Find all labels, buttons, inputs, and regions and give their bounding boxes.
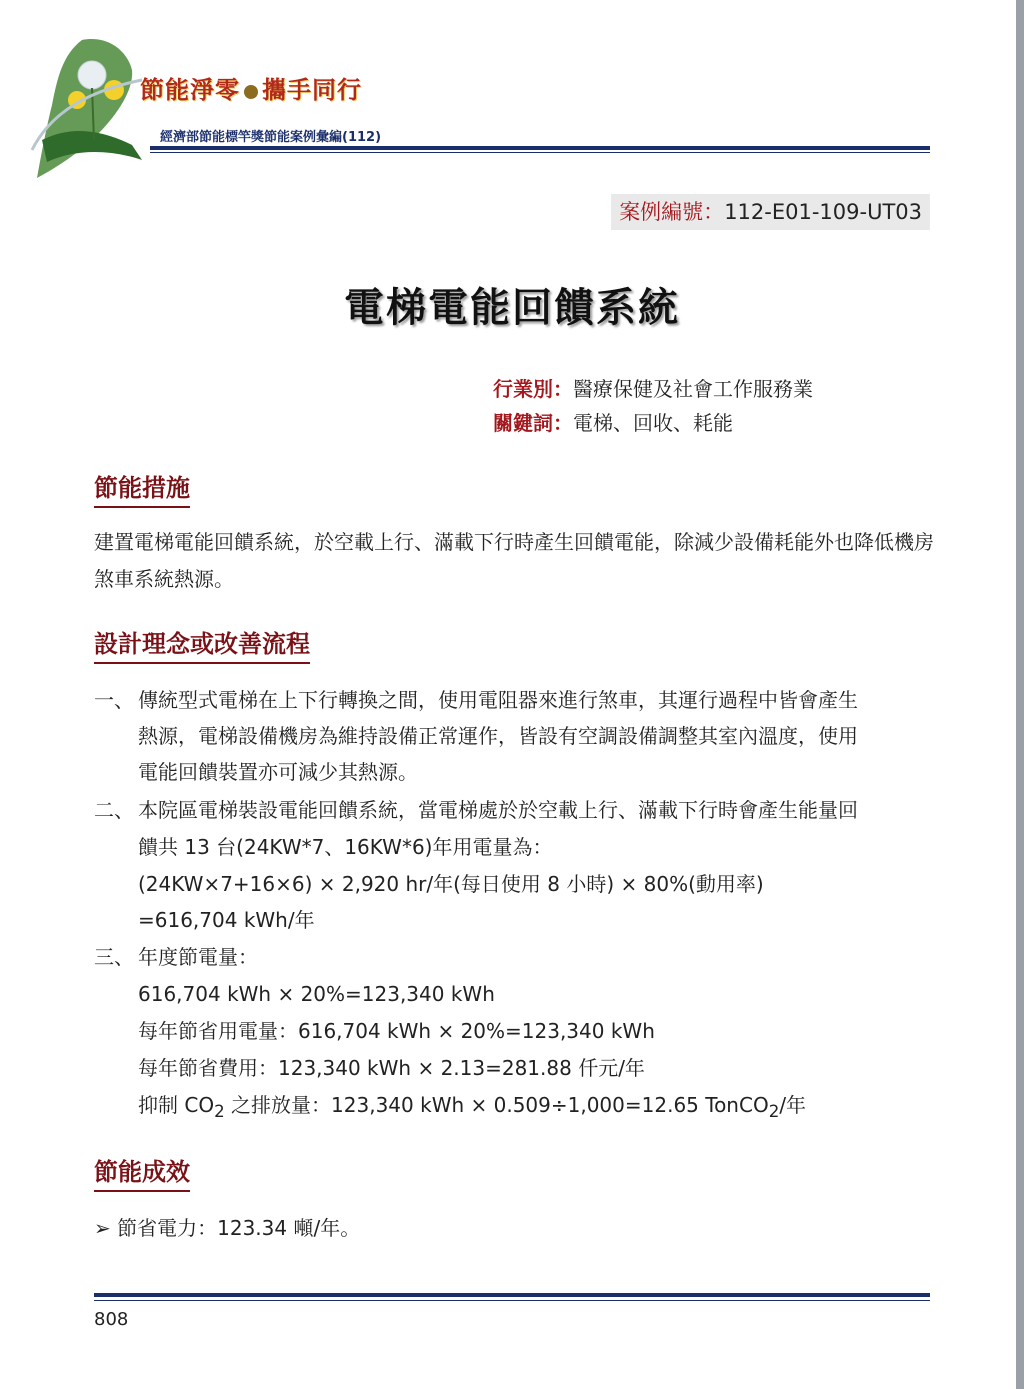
page-title: 電梯電能回饋系統 <box>344 285 680 331</box>
item3-line: 每年節省費用：123,340 kWh × 2.13=281.88 仟元/年 <box>138 1056 645 1080</box>
taiwan-dandelion-logo-icon <box>22 30 172 180</box>
item1-marker: 一、 <box>94 688 134 712</box>
results-bullet <box>94 1210 360 1246</box>
item1-line: 電能回饋裝置亦可減少其熱源。 <box>138 760 418 784</box>
page-number: 808 <box>94 1309 129 1330</box>
measures-text: 建置電梯電能回饋系統，於空載上行、滿載下行時產生回饋電能，除減少設備耗能外也降低機房煞車系統熱源。 <box>94 530 934 591</box>
case-number-label: 案例編號： <box>619 200 725 224</box>
item3-heading: 年度節電量： <box>138 945 258 969</box>
keyword-value: 電梯、回收、耗能 <box>573 411 733 435</box>
header-divider <box>150 146 930 150</box>
industry-value: 醫療保健及社會工作服務業 <box>573 377 813 401</box>
arrow-bullet-icon: ➢ <box>94 1216 111 1240</box>
item2-formula: (24KW×7+16×6) × 2,920 hr/年(每日使用 8 小時) × 80%(動用率) <box>138 872 764 896</box>
section-heading-design: 設計理念或改善流程 <box>94 628 310 664</box>
item3-co2-line <box>138 1087 806 1130</box>
co2-suffix: /年 <box>779 1093 807 1117</box>
header-slogan <box>140 70 362 105</box>
page-edge <box>1016 0 1024 1389</box>
item1-line: 傳統型式電梯在上下行轉換之間，使用電阻器來進行煞車，其運行過程中皆會產生 <box>138 688 858 712</box>
results-text: 節省電力：123.34 噸/年。 <box>117 1216 361 1240</box>
item3-line: 每年節省用電量：616,704 kWh × 20%=123,340 kWh <box>138 1019 655 1043</box>
header-subtitle: 經濟部節能標竿獎節能案例彙編(112) <box>160 130 382 145</box>
footer-divider <box>94 1293 930 1297</box>
slogan-right: 攜手同行 <box>262 75 362 104</box>
co2-subscript: 2 <box>768 1102 780 1121</box>
item1-line: 熱源，電梯設備機房為維持設備正常運作，皆設有空調設備調整其室內溫度，使用 <box>138 724 858 748</box>
industry-label: 行業別： <box>493 377 573 401</box>
case-number-box <box>611 194 930 230</box>
slogan-left: 節能淨零 <box>140 75 240 104</box>
industry-row <box>493 373 813 402</box>
slogan-dot-icon <box>244 85 258 99</box>
item2-line: 饋共 13 台(24KW*7、16KW*6)年用電量為： <box>138 835 553 859</box>
header-divider-thin <box>150 152 930 153</box>
keyword-label: 關鍵詞： <box>493 411 573 435</box>
footer-divider-thin <box>94 1300 930 1301</box>
item3-line: 616,704 kWh × 20%=123,340 kWh <box>138 982 495 1006</box>
section-heading-measures: 節能措施 <box>94 472 190 508</box>
co2-subscript: 2 <box>214 1102 225 1121</box>
case-number-value: 112-E01-109-UT03 <box>724 200 922 224</box>
section-heading-results: 節能成效 <box>94 1156 190 1192</box>
co2-prefix: 抑制 CO <box>138 1093 215 1117</box>
item2-result: =616,704 kWh/年 <box>138 908 315 932</box>
item2-line: 本院區電梯裝設電能回饋系統，當電梯處於於空載上行、滿載下行時會產生能量回 <box>138 798 858 822</box>
keyword-row <box>493 407 733 436</box>
co2-middle: 之排放量：123,340 kWh × 0.509÷1,000=12.65 TonCO <box>224 1093 769 1117</box>
item3-marker: 三、 <box>94 945 134 969</box>
item2-marker: 二、 <box>94 798 134 822</box>
